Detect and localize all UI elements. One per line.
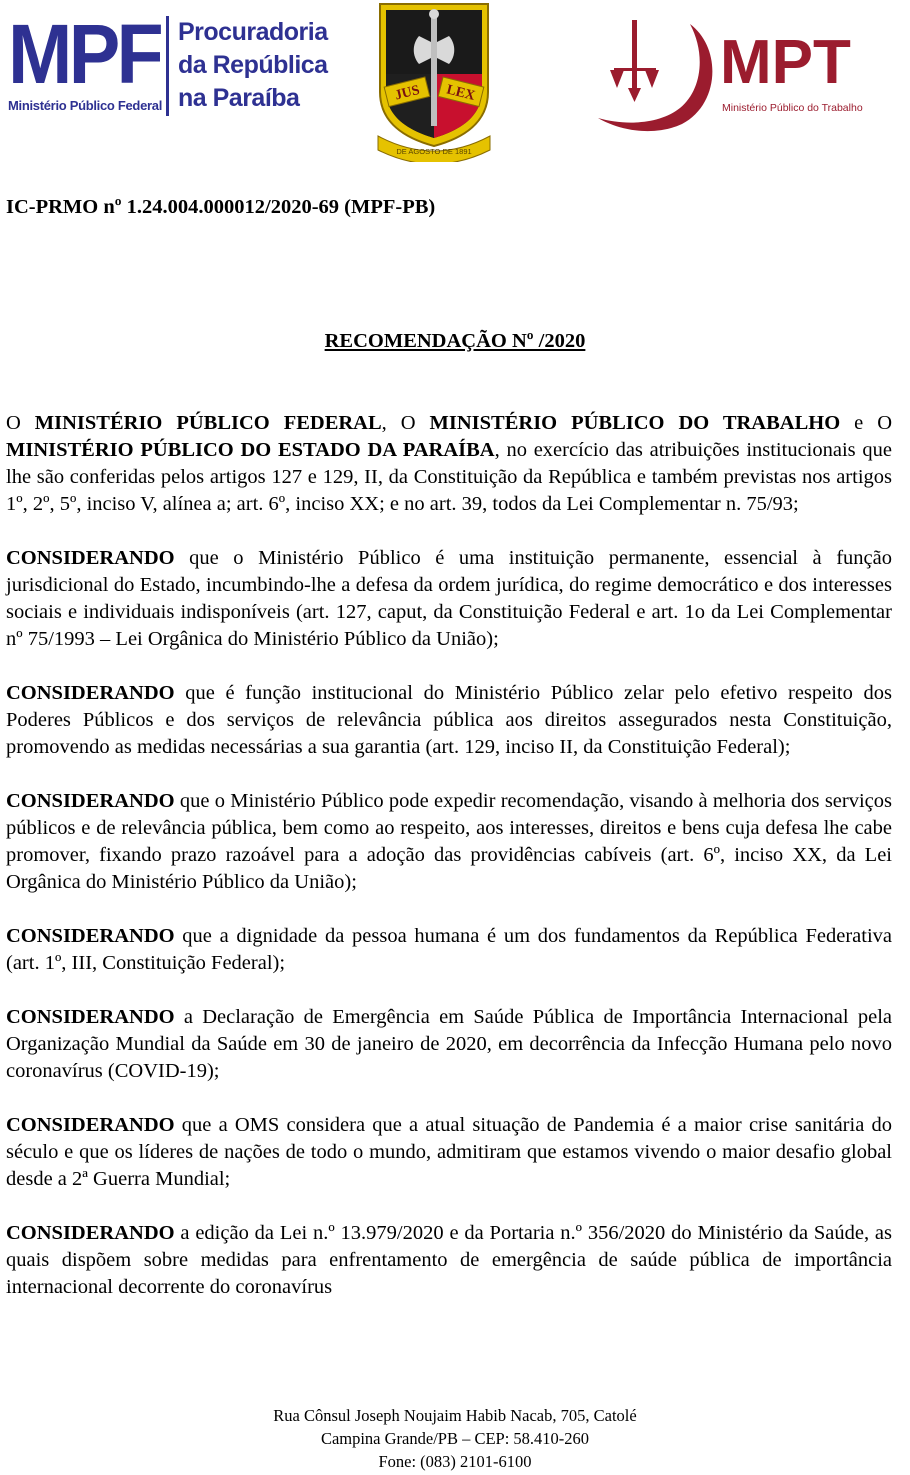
- crest-ribbon-right: LEX: [444, 82, 477, 104]
- considerando-text: que o Ministério Público é uma instituição permanente, essencial à função jurisdicional do Estado, incumbindo-lhe a defesa da ordem jurídica, do regime democrático e dos interesses sociais e individuais indisponíveis (art. 127, caput, da Constituição Federal e art. 1o da Lei Complementar nº 75/1993 – Lei Orgânica do Ministério Público da União);: [6, 547, 892, 650]
- header-logos: [0, 0, 910, 170]
- crest-banner: DE AGOSTO DE 1891: [396, 147, 472, 156]
- considerando-label: CONSIDERANDO: [6, 1114, 175, 1136]
- considerando-paragraph: [6, 545, 892, 653]
- considerando-paragraph: [6, 680, 892, 761]
- footer-phone: Fone: (083) 2101-6100: [378, 1452, 532, 1471]
- intro-entity-mppb: MINISTÉRIO PÚBLICO DO ESTADO DA PARAÍBA: [6, 439, 495, 461]
- considerando-text: que a dignidade da pessoa humana é um dos fundamentos da República Federativa (art. 1º, III, Constituição Federal);: [6, 925, 892, 974]
- considerando-paragraph: [6, 1220, 892, 1301]
- intro-text-2: , O: [381, 412, 430, 434]
- document-title: RECOMENDAÇÃO Nº /2020: [324, 330, 586, 352]
- footer-address-line-1: Rua Cônsul Joseph Noujaim Habib Nacab, 705, Catolé: [273, 1406, 637, 1425]
- mpt-logo-acronym: MPT: [720, 28, 851, 97]
- considerando-label: CONSIDERANDO: [6, 1222, 175, 1244]
- considerando-label: CONSIDERANDO: [6, 547, 175, 569]
- considerando-text: que é função institucional do Ministério Público zelar pelo efetivo respeito dos Poderes Públicos e dos serviços de relevância pública aos direitos assegurados nesta Constituição, promovendo as medidas necessárias a sua garantia (art. 129, inciso II, da Constituição Federal);: [6, 682, 892, 758]
- mpf-logo-acronym: MPF: [8, 7, 161, 101]
- mpt-emblem-icon: [594, 18, 718, 138]
- mpt-logo: [594, 18, 884, 138]
- intro-text-1: O: [6, 412, 35, 434]
- crest-ribbon-left: JUS: [393, 82, 422, 104]
- document-reference: IC-PRMO nº 1.24.004.000012/2020-69 (MPF-PB): [6, 196, 436, 218]
- considerando-text: a Declaração de Emergência em Saúde Pública de Importância Internacional pela Organização Mundial da Saúde em 30 de janeiro de 2020, em decorrência da Infecção Humana pelo novo coronavírus (COVID-19);: [6, 1006, 892, 1082]
- mpf-logo-side-text: [178, 16, 328, 115]
- mpf-logo: [8, 7, 328, 122]
- considerando-text: a edição da Lei n.º 13.979/2020 e da Portaria n.º 356/2020 do Ministério da Saúde, as quais dispõem sobre medidas para enfrentamento de emergência de saúde pública de importância internacional decorrente do coronavírus: [6, 1222, 892, 1298]
- intro-entity-mpt: MINISTÉRIO PÚBLICO DO TRABALHO: [429, 412, 841, 434]
- mpf-logo-line-2: da República: [178, 51, 328, 79]
- footer-address-line-2: Campina Grande/PB – CEP: 58.410-260: [320, 1429, 590, 1448]
- considerando-label: CONSIDERANDO: [6, 790, 175, 812]
- mpf-logo-line-3: na Paraíba: [178, 84, 300, 112]
- intro-text-4: , no exercício das atribuições institucionais que lhe são conferidas pelos artigos 127 e 129, II, da Constituição da República e também previstas nos artigos 1º, 2º, 5º, inciso V, alínea a; art. 6º, inciso XX; e no art. 39, todos da Lei Complementar n. 75/93;: [6, 439, 892, 515]
- mpf-logo-divider: [166, 16, 169, 116]
- considerando-paragraph: [6, 1112, 892, 1193]
- considerando-paragraph: [6, 788, 892, 896]
- considerando-label: CONSIDERANDO: [6, 1006, 175, 1028]
- page-footer: [0, 1404, 910, 1473]
- considerando-label: CONSIDERANDO: [6, 925, 175, 947]
- considerando-text: que o Ministério Público pode expedir recomendação, visando à melhoria dos serviços públicos e de relevância pública, bem como ao respeito, aos interesses, direitos e bens cuja defesa lhe cabe promover, fixando prazo razoável para a adoção das providências cabíveis (art. 6º, inciso XX, da Lei Orgânica do Ministério Público da União);: [6, 790, 892, 893]
- mpt-logo-subtitle: Ministério Público do Trabalho: [722, 102, 863, 114]
- intro-paragraph: [6, 410, 892, 518]
- intro-entity-mpf: MINISTÉRIO PÚBLICO FEDERAL: [34, 412, 382, 434]
- mpf-logo-line-1: Procuradoria: [178, 18, 328, 46]
- considerando-text: que a OMS considera que a atual situação de Pandemia é a maior crise sanitária do século e que os líderes de nações de todo o mundo, admitiram que estamos vivendo o maior desafio global desde a 2ª Guerra Mundial;: [6, 1114, 892, 1190]
- crest-emblem-icon: [372, 0, 496, 162]
- document-body: [6, 410, 892, 1328]
- considerando-label: CONSIDERANDO: [6, 682, 175, 704]
- mpf-logo-subtitle: Ministério Público Federal: [8, 98, 163, 113]
- considerando-paragraph: [6, 1004, 892, 1085]
- considerando-paragraph: [6, 923, 892, 977]
- intro-text-3: e O: [840, 412, 892, 434]
